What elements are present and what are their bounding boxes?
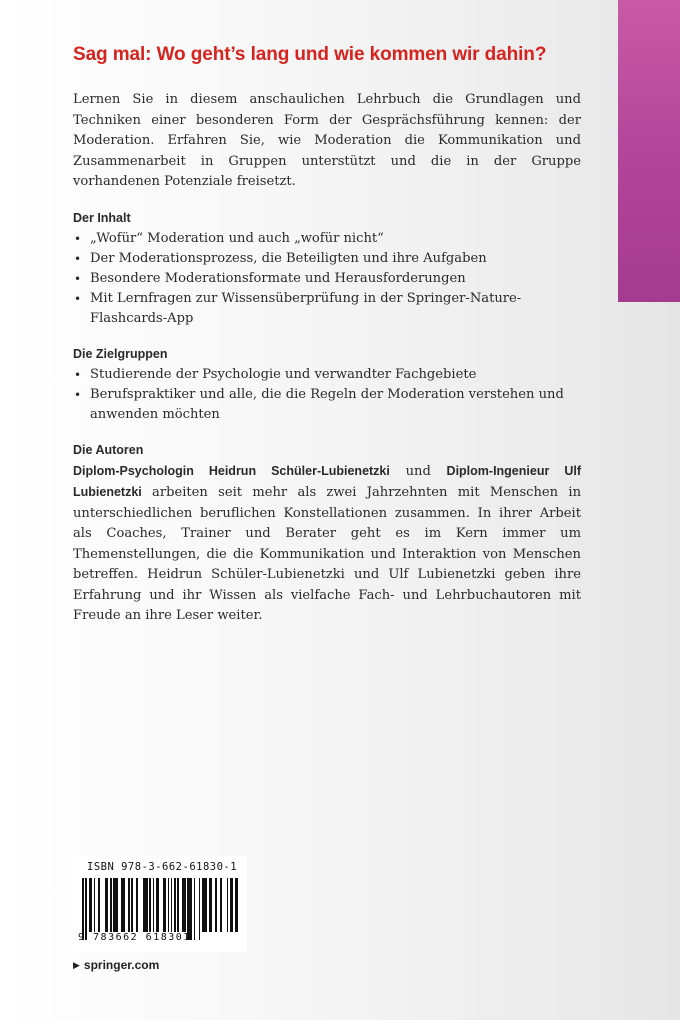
- list-item: • „Wofür“ Moderation und auch „wofür nicht“: [73, 229, 581, 249]
- authors-paragraph: [73, 461, 581, 627]
- back-cover-text: [73, 44, 581, 627]
- isbn-label: ISBN 978-3-662-61830-1: [87, 861, 238, 873]
- list-item: • Der Moderationsprozess, die Beteiligten und ihre Aufgaben: [73, 249, 581, 269]
- triangle-right-icon: ▶: [73, 960, 80, 970]
- section-title-inhalt: Der Inhalt: [73, 210, 131, 225]
- list-item: • Mit Lernfragen zur Wissensüberprüfung in der Springer-Nature-Flashcards-App: [73, 289, 581, 329]
- magenta-accent-bar: [618, 0, 680, 302]
- barcode-bar: [235, 878, 238, 932]
- springer-link-text: springer.com: [83, 958, 160, 972]
- authors-bio: arbeiten seit mehr als zwei Jahrzehnten mit Menschen in unterschiedlichen beruflichen Konstellationen zusammen. In ihrer Arbeit als Coaches, Trainer und Berater geht es im Kern immer um Themenstellungen, die die Kommunikation und Interaktion von Menschen betreffen. Heidrun Schüler-Lubienetzki und Ulf Lubienetzki geben ihre Erfahrung und ihr Wissen als vielfache Fach- und Lehrbuchautoren mit Freude an ihre Leser weiter.: [73, 485, 581, 623]
- author-1-name: Diplom-Psychologin Heidrun Schüler-Lubienetzki: [73, 463, 390, 478]
- list-item: • Studierende der Psychologie und verwandter Fachgebiete: [73, 365, 581, 385]
- list-item: • Besondere Moderationsformate und Herausforderungen: [73, 269, 581, 289]
- zielgruppen-list: [73, 365, 581, 425]
- barcode-digits: 9 783662 618301: [78, 932, 191, 943]
- section-title-autoren: Die Autoren: [73, 442, 144, 457]
- intro-paragraph: Lernen Sie in diesem anschaulichen Lehrbuch die Grundlagen und Techniken einer besonderen Form der Gesprächsführung kennen: der Moderation. Erfahren Sie, wie Moderation die Kommunikation und Zusammenarbeit in Gruppen unterstützt und die in der Gruppe vorhandenen Potenziale freisetzt.: [73, 92, 581, 189]
- section-title-zielgruppen: Die Zielgruppen: [73, 346, 168, 361]
- isbn-barcode: [73, 856, 247, 952]
- author-connector: und: [389, 463, 447, 479]
- barcode-bars: [82, 878, 242, 940]
- headline: Sag mal: Wo geht’s lang und wie kommen wir dahin?: [73, 44, 547, 65]
- springer-link[interactable]: [73, 958, 159, 972]
- inhalt-list: [73, 229, 581, 329]
- list-item: • Berufspraktiker und alle, die die Regeln der Moderation verstehen und anwenden möchten: [73, 385, 581, 425]
- author-2-name: Diplom-Ingenieur Ulf Lubienetzki: [73, 463, 582, 499]
